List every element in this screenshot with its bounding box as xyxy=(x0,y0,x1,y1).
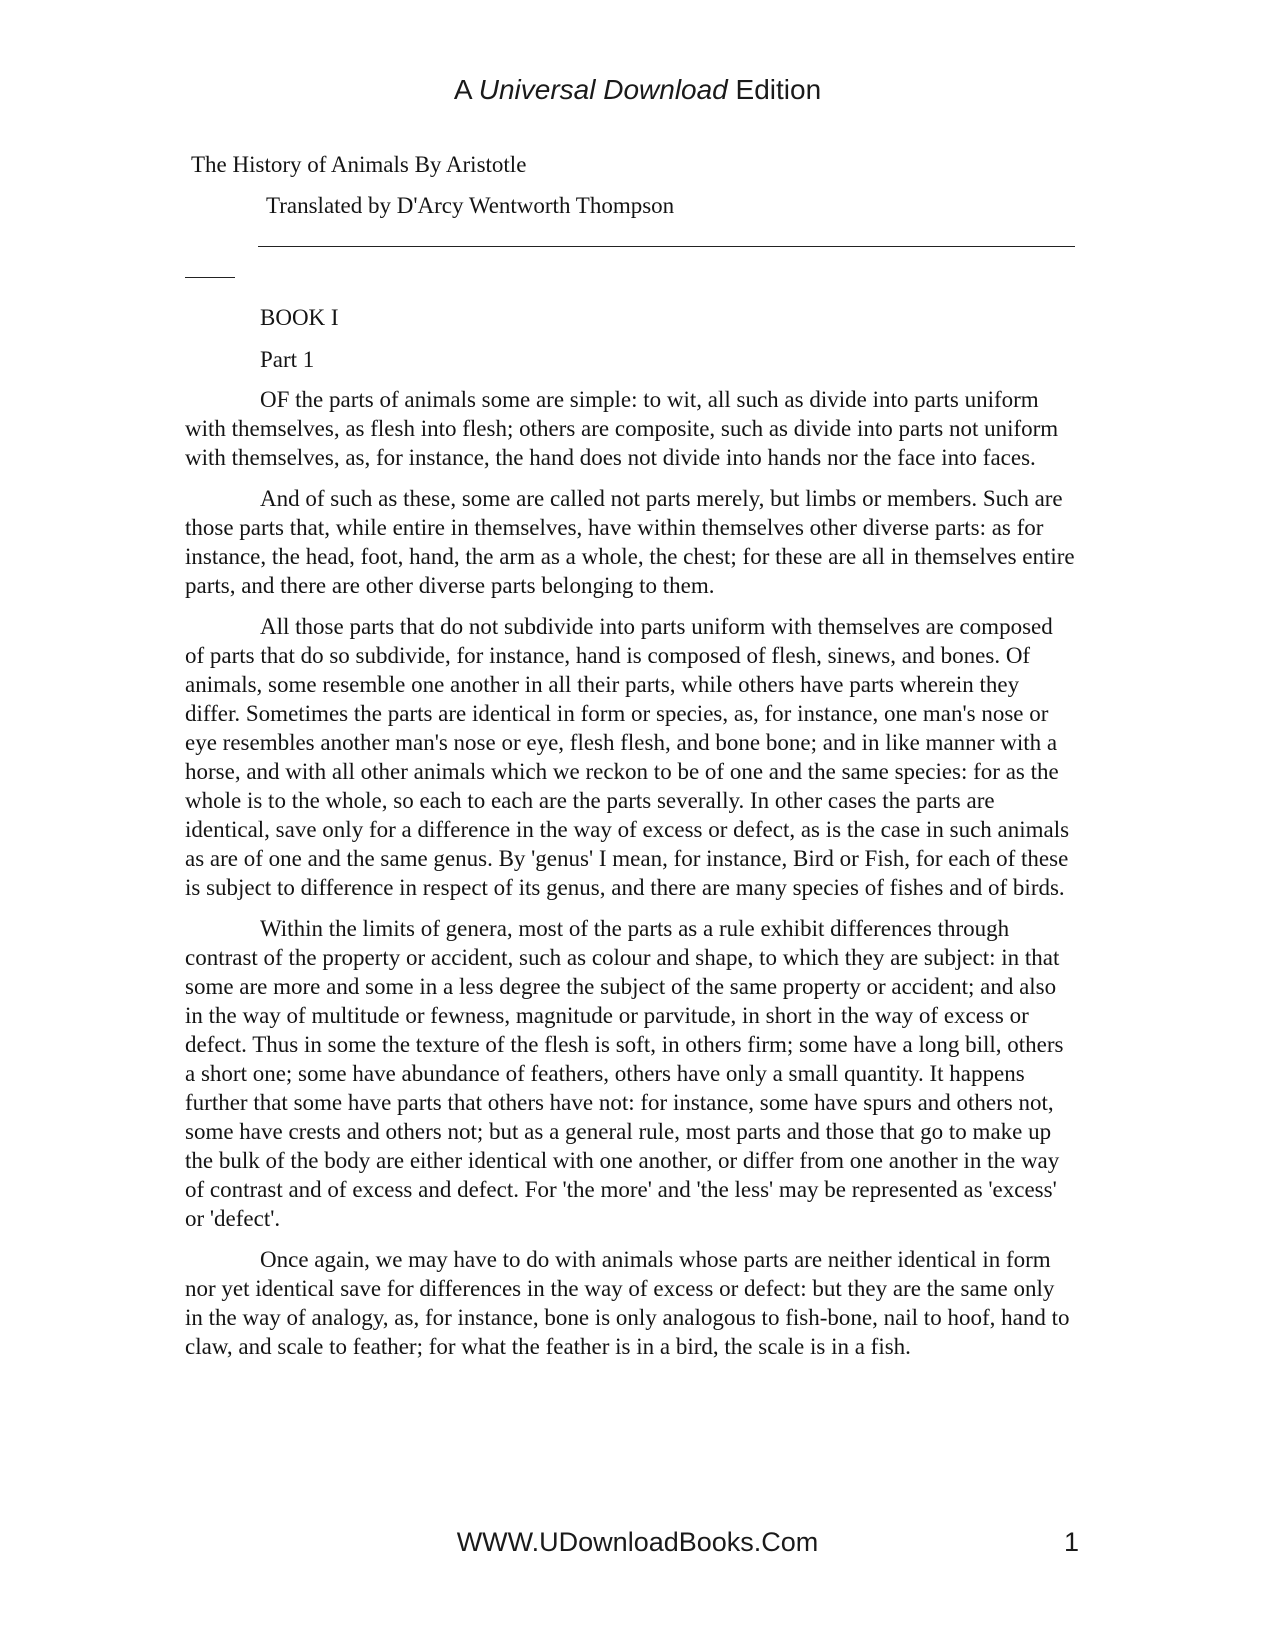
header-emphasis: Universal Download xyxy=(478,74,728,105)
footer-url: WWW.UDownloadBooks.Com xyxy=(456,1527,819,1557)
translator-line: Translated by D'Arcy Wentworth Thompson xyxy=(266,193,675,218)
paragraph-5: Once again, we may have to do with animals whose parts are neither identical in form nor yet identical save for differences in the way of excess or defect: but they are the same only in the way of analogy, as, for instance, bone is only analogous to fish-bone, nail to hoof, hand to claw, and scale to feather; for what the feather is in a bird, the scale is in a fish. xyxy=(185,1247,1070,1359)
body-text xyxy=(185,385,1075,1373)
edition-header xyxy=(0,72,1275,108)
header-prefix: A xyxy=(453,74,479,105)
separator-rule xyxy=(258,246,1075,247)
paragraph-1: OF the parts of animals some are simple: to wit, all such as divide into parts uniform with themselves, as flesh into flesh; others are composite, such as divide into parts not uniform with themselves, as, for instance, the hand does not divide into hands nor the face into faces. xyxy=(185,387,1059,470)
paragraph-3: All those parts that do not subdivide into parts uniform with themselves are composed of parts that do so subdivide, for instance, hand is composed of flesh, sinews, and bones. Of animals, some resemble one another in all their parts, while others have parts wherein they differ. Sometimes the parts are identical in form or species, as, for instance, one man's nose or eye resembles another man's nose or eye, flesh flesh, and bone bone; and in like manner with a horse, and with all other animals which we reckon to be of one and the same species: for as the whole is to the whole, so each to each are the parts severally. In other cases the parts are identical, save only for a difference in the way of excess or defect, as is the case in such animals as are of one and the same genus. By 'genus' I mean, for instance, Bird or Fish, for each of these is subject to difference in respect of its genus, and there are many species of fishes and of birds. xyxy=(185,614,1070,900)
part-heading: Part 1 xyxy=(260,347,315,372)
book-heading: BOOK I xyxy=(260,305,339,330)
paragraph-4: Within the limits of genera, most of the parts as a rule exhibit differences through contrast of the property or accident, such as colour and shape, to which they are subject: in that some are more and some in a less degree the subject of the same property or accident; and also in the way of multitude or fewness, magnitude or parvitude, in short in the way of excess or defect. Thus in some the texture of the flesh is soft, in others firm; some have a long bill, others a short one; some have abundance of feathers, others have only a small quantity. It happens further that some have parts that others have not: for instance, some have spurs and others not, some have crests and others not; but as a general rule, most parts and those that go to make up the bulk of the body are either identical with one another, or differ from one another in the way of contrast and of excess and defect. For 'the more' and 'the less' may be represented as 'excess' or 'defect'. xyxy=(185,916,1064,1231)
header-suffix: Edition xyxy=(727,74,822,105)
separator-rule-continuation xyxy=(185,277,235,278)
page-number: 1 xyxy=(1063,1527,1079,1557)
book-title: The History of Animals By Aristotle xyxy=(191,152,527,177)
paragraph-2: And of such as these, some are called not parts merely, but limbs or members. Such are those parts that, while entire in themselves, have within themselves other diverse parts: as for instance, the head, foot, hand, the arm as a whole, the chest; for these are all in themselves entire parts, and there are other diverse parts belonging to them. xyxy=(185,486,1075,598)
